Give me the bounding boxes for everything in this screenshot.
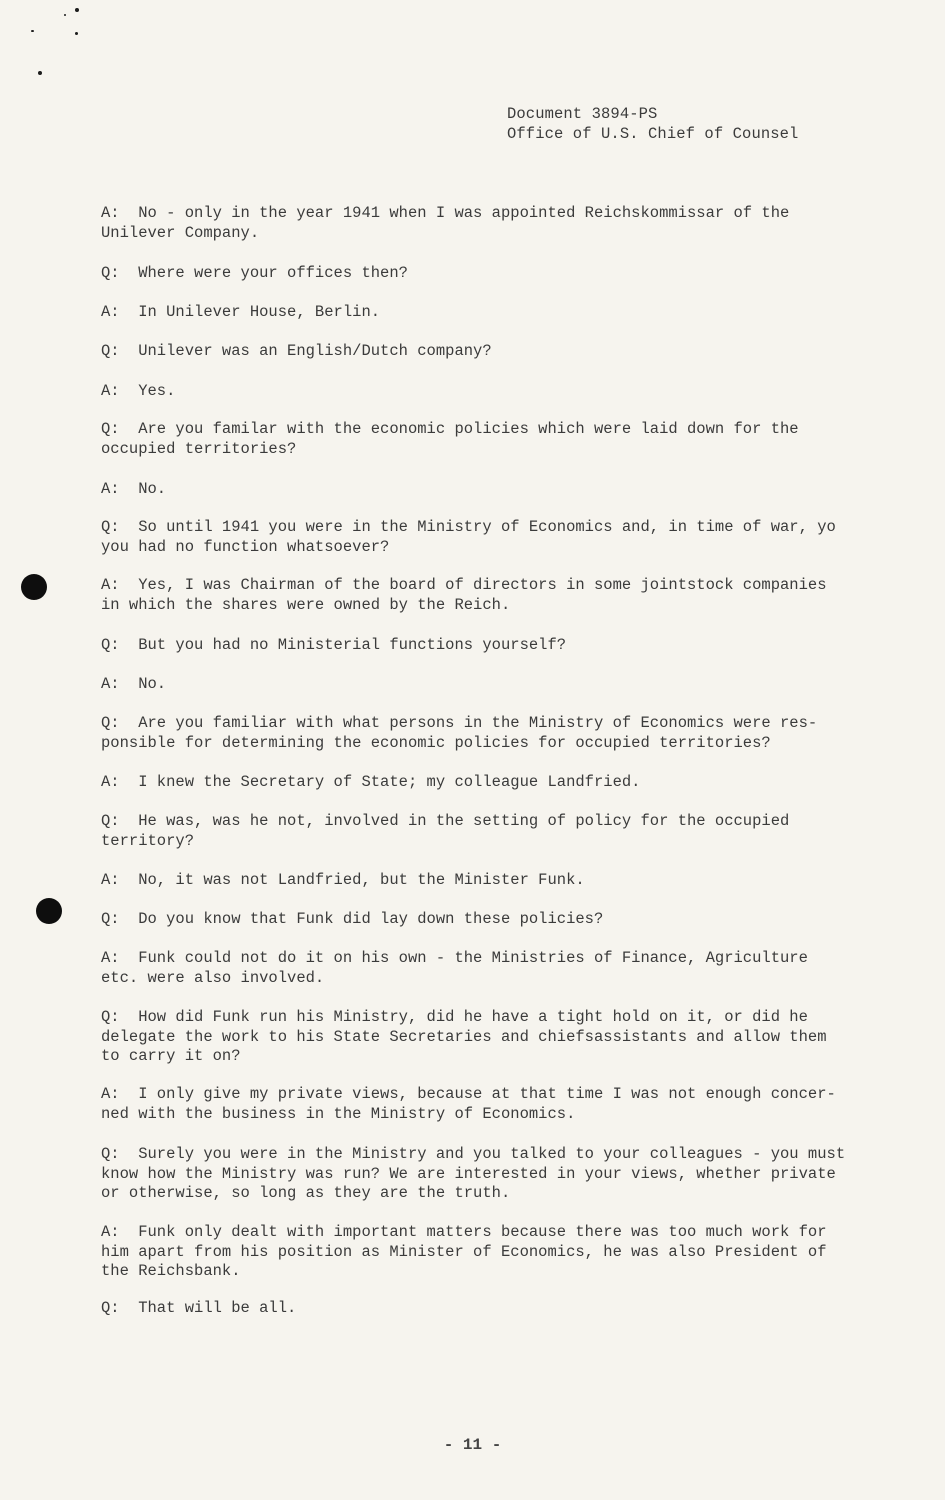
interview-answer: A: I knew the Secretary of State; my colleague Landfried. [101,773,641,791]
ink-speck [64,14,66,16]
interview-answer: A: No. [101,675,167,693]
interview-question: Q: Are you familar with the economic policies which were laid down for the occupied territories? [101,420,799,458]
interview-question: Q: Do you know that Funk did lay down these policies? [101,910,604,928]
document-header [507,104,798,144]
interview-answer: A: Yes, I was Chairman of the board of directors in some jointstock companies in which the shares were owned by the Reich. [101,576,827,614]
interview-answer: A: I only give my private views, because at that time I was not enough concer- ned with the business in the Ministry of Economics. [101,1085,836,1123]
interview-question: Q: Where were your offices then? [101,264,408,282]
ink-speck [75,32,78,35]
punch-hole-bottom [36,898,62,924]
interview-question: Q: Unilever was an English/Dutch company? [101,342,492,360]
interview-question: Q: So until 1941 you were in the Ministry of Economics and, in time of war, yo you had no function whatsoever? [101,518,836,556]
interview-question: Q: That will be all. [101,1299,297,1317]
interview-answer: A: Funk could not do it on his own - the Ministries of Finance, Agriculture etc. were also involved. [101,949,808,987]
ink-speck [31,30,34,32]
interview-answer: A: Funk only dealt with important matters because there was too much work for him apart from his position as Minister of Economics, he was also President of the Reichsbank. [101,1223,827,1280]
interview-question: Q: He was, was he not, involved in the setting of policy for the occupied territory? [101,812,790,850]
interview-answer: A: No. [101,480,167,498]
interview-answer: A: In Unilever House, Berlin. [101,303,381,321]
ink-speck [38,71,42,75]
office-name: Office of U.S. Chief of Counsel [507,125,799,143]
page-number: - 11 - [443,1436,502,1454]
interview-answer: A: No - only in the year 1941 when I was appointed Reichskommissar of the Unilever Company. [101,204,790,242]
interview-answer: A: No, it was not Landfried, but the Minister Funk. [101,871,585,889]
interview-answer: A: Yes. [101,382,176,400]
document-number: Document 3894-PS [507,105,658,123]
punch-hole-top [21,574,47,600]
interview-question: Q: Are you familiar with what persons in the Ministry of Economics were res- ponsible for determining the economic policies for occupied territories? [101,714,818,752]
interview-question: Q: But you had no Ministerial functions yourself? [101,636,567,654]
interview-question: Q: Surely you were in the Ministry and you talked to your colleagues - you must know how the Ministry was run? We are interested in your views, whether private or otherwise, so long as they are the truth. [101,1145,846,1202]
interview-question: Q: How did Funk run his Ministry, did he have a tight hold on it, or did he delegate the work to his State Secretaries and chiefsassistants and allow them to carry it on? [101,1008,827,1065]
ink-speck [75,8,79,12]
